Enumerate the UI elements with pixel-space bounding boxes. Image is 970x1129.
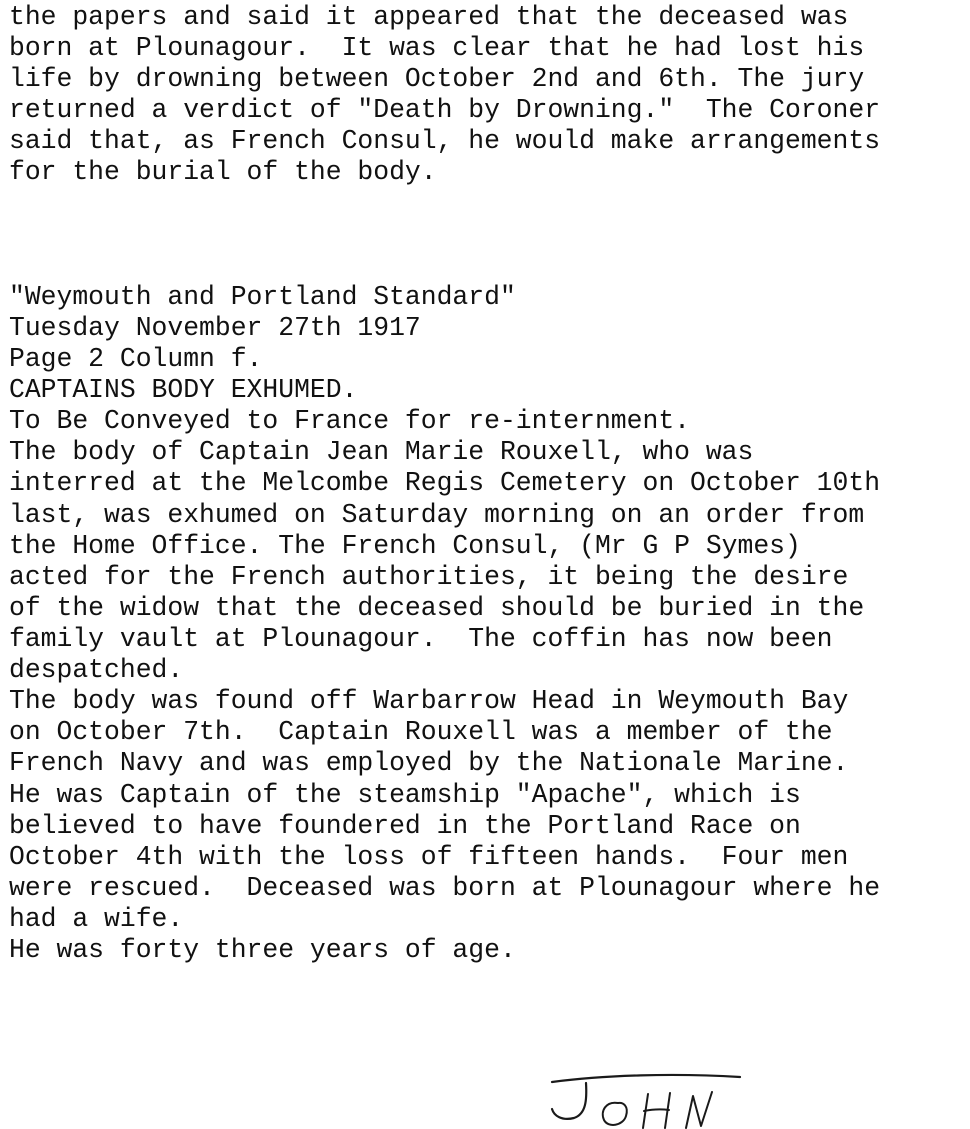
text-line: said that, as French Consul, he would make arrangements (9, 126, 881, 156)
text-line: French Navy and was employed by the Nationale Marine. (9, 748, 849, 778)
text-line: had a wife. (9, 904, 184, 934)
handwritten-signature (544, 1068, 774, 1129)
text-line: on October 7th. Captain Rouxell was a member of the (9, 717, 833, 747)
text-line: the papers and said it appeared that the deceased was (9, 2, 849, 32)
text-line: He was forty three years of age. (9, 935, 516, 965)
text-line: despatched. (9, 655, 184, 685)
text-line: acted for the French authorities, it being the desire (9, 562, 849, 592)
text-line: for the burial of the body. (9, 157, 437, 187)
newspaper-name: "Weymouth and Portland Standard" (9, 282, 516, 312)
publication-date: Tuesday November 27th 1917 (9, 313, 421, 343)
page-reference: Page 2 Column f. (9, 344, 263, 374)
text-line: last, was exhumed on Saturday morning on an order from (9, 500, 865, 530)
text-line: returned a verdict of "Death by Drowning." The Coroner (9, 95, 881, 125)
text-line: October 4th with the loss of fifteen hands. Four men (9, 842, 849, 872)
text-line: family vault at Plounagour. The coffin has now been (9, 624, 833, 654)
text-line: believed to have foundered in the Portland Race on (9, 811, 801, 841)
text-line: life by drowning between October 2nd and 6th. The jury (9, 64, 865, 94)
text-line: were rescued. Deceased was born at Plounagour where he (9, 873, 881, 903)
text-line: of the widow that the deceased should be buried in the (9, 593, 865, 623)
text-line: the Home Office. The French Consul, (Mr G P Symes) (9, 531, 801, 561)
text-line: The body was found off Warbarrow Head in Weymouth Bay (9, 686, 849, 716)
article-subheadline: To Be Conveyed to France for re-internment. (9, 406, 690, 436)
article-headline: CAPTAINS BODY EXHUMED. (9, 375, 358, 405)
text-line: born at Plounagour. It was clear that he had lost his (9, 33, 865, 63)
text-line: interred at the Melcombe Regis Cemetery on October 10th (9, 468, 881, 498)
text-line: The body of Captain Jean Marie Rouxell, who was (9, 437, 754, 467)
text-line: He was Captain of the steamship "Apache", which is (9, 780, 801, 810)
